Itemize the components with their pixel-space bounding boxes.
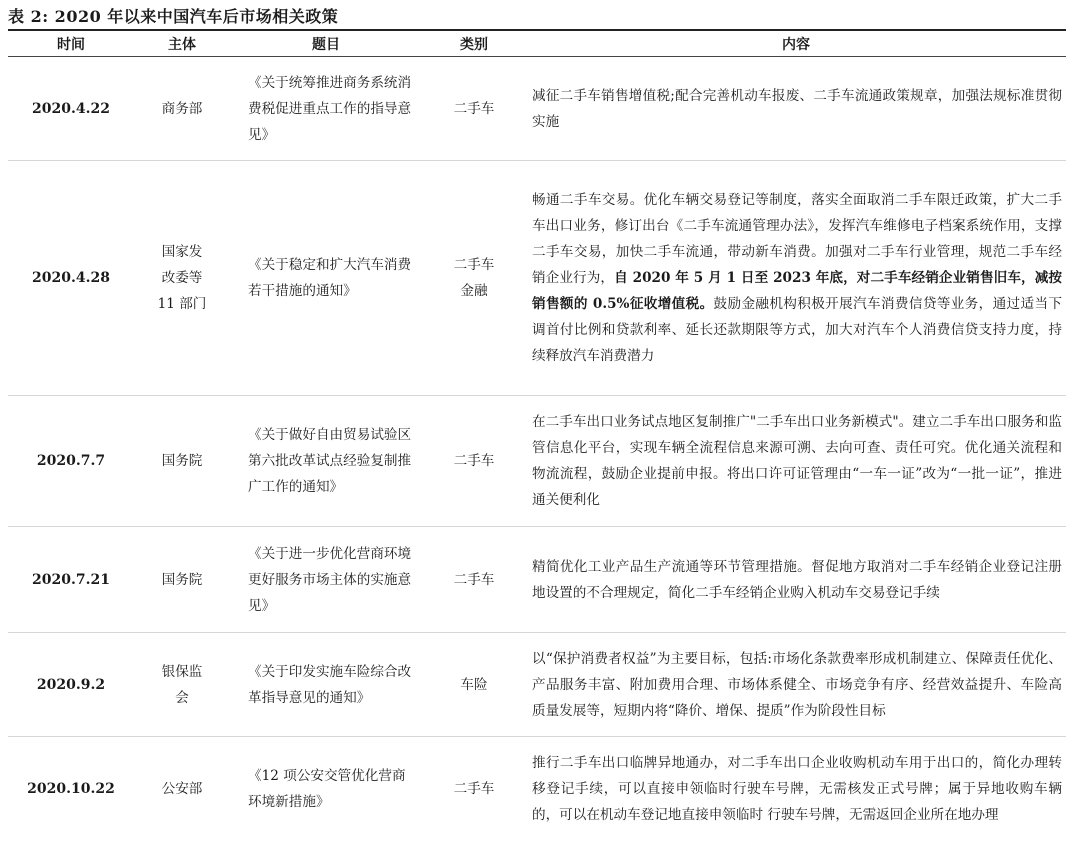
content-text: 推行二手车出口临牌异地通办，对二手车出口企业收购机动车用于出口的，简化办理转移登记手续，可以直接申领临时行驶车号牌，无需核发正式号牌；属于异地收购车辆的，可以在机动车登记地直接申领临时 行驶车号牌，无需返回企业所在地办理: [532, 754, 1062, 823]
table-row: [8, 161, 1066, 396]
header-subject: 主体: [134, 31, 230, 57]
row-topic: 《关于印发实施车险综合改革指导意见的通知》: [230, 633, 422, 737]
content-highlight: 自 2020 年 5 月 1 日至 2023 年底，对二手车经销企业销售旧车，减按销售额的 0.5%征收增值税。: [532, 270, 1062, 312]
row-category: 车险: [422, 633, 526, 737]
header-topic: 题目: [230, 31, 422, 57]
content-text: 减征二手车销售增值税;配合完善机动车报废、二手车流通政策规章，加强法规标准贯彻实施: [532, 87, 1062, 130]
header-category: 类别: [422, 31, 526, 57]
row-subject: 商务部: [134, 57, 230, 161]
row-subject: 银保监 会: [134, 633, 230, 737]
table-row: [8, 396, 1066, 527]
row-category: 二手车 金融: [422, 161, 526, 396]
table-title: 表 2: 2020 年以来中国汽车后市场相关政策: [8, 7, 339, 26]
policy-table: [8, 31, 1066, 840]
row-time: 2020.4.28: [8, 161, 134, 396]
row-content: [526, 396, 1066, 527]
content-text: 以“保护消费者权益”为主要目标，包括:市场化条款费率形成机制建立、保障责任优化、产品服务丰富、附加费用合理、市场体系健全、市场竞争有序、经营效益提升、车险高质量发展等，短期内将“降价、增保、提质”作为阶段性目标: [532, 650, 1062, 719]
row-time: 2020.10.22: [27, 780, 115, 797]
row-content: [526, 57, 1066, 161]
row-topic: 《关于进一步优化营商环境更好服务市场主体的实施意见》: [230, 527, 422, 633]
table-row: [8, 527, 1066, 633]
row-content: [526, 161, 1066, 396]
row-time: 2020.7.7: [8, 396, 134, 527]
row-topic: 《关于做好自由贸易试验区第六批改革试点经验复制推广工作的通知》: [230, 396, 422, 527]
row-subject: 国家发 改委等 11 部门: [134, 161, 230, 396]
row-category: 二手车: [453, 780, 495, 797]
row-category: 二手车: [422, 396, 526, 527]
content-text: 精简优化工业产品生产流通等环节管理措施。督促地方取消对二手车经销企业登记注册地设置的不合理规定，简化二手车经销企业购入机动车交易登记手续: [532, 558, 1062, 601]
row-content: [526, 633, 1066, 737]
row-time: 2020.7.21: [8, 527, 134, 633]
row-topic: 《12 项公安交管优化营商环境新措施》: [248, 767, 406, 810]
row-topic: 《关于统筹推进商务系统消费税促进重点工作的指导意见》: [230, 57, 422, 161]
row-subject: 公安部: [161, 780, 203, 797]
row-time: 2020.9.2: [8, 633, 134, 737]
table-row: [8, 737, 1066, 841]
row-content: [526, 527, 1066, 633]
row-content: [526, 737, 1066, 841]
header-content: 内容: [526, 31, 1066, 57]
header-row: [8, 31, 1066, 57]
row-time: 2020.4.22: [8, 57, 134, 161]
table-row: [8, 57, 1066, 161]
header-time: 时间: [8, 31, 134, 57]
row-category: 二手车: [422, 527, 526, 633]
table-row: [8, 633, 1066, 737]
row-subject: 国务院: [134, 527, 230, 633]
row-topic: 《关于稳定和扩大汽车消费若干措施的通知》: [230, 161, 422, 396]
row-subject: 国务院: [134, 396, 230, 527]
content-text-tail: 鼓励金融机构积极开展汽车消费信贷等业务，通过适当下调首付比例和贷款利率、延长还款期限等方式，加大对汽车个人消费信贷支持力度，持续释放汽车消费潜力: [532, 296, 1062, 364]
content-text: 畅通二手车交易。优化车辆交易登记等制度，落实全面取消二手车限迁政策，扩大二手车出口业务，修订出台《二手车流通管理办法》，发挥汽车维修电子档案系统作用，支撑二手车交易，加快二手车流通，带动新车消费。加强对二手车行业管理，规范二手车经销企业行为，: [532, 192, 1062, 286]
content-text: 在二手车出口业务试点地区复制推广"二手车出口业务新模式"。建立二手车出口服务和监管信息化平台，实现车辆全流程信息来源可溯、去向可查、责任可究。优化通关流程和物流流程，鼓励企业提前申报。将出口许可证管理由“一车一证”改为“一批一证”，推进通关便利化: [532, 414, 1062, 508]
row-category: 二手车: [422, 57, 526, 161]
